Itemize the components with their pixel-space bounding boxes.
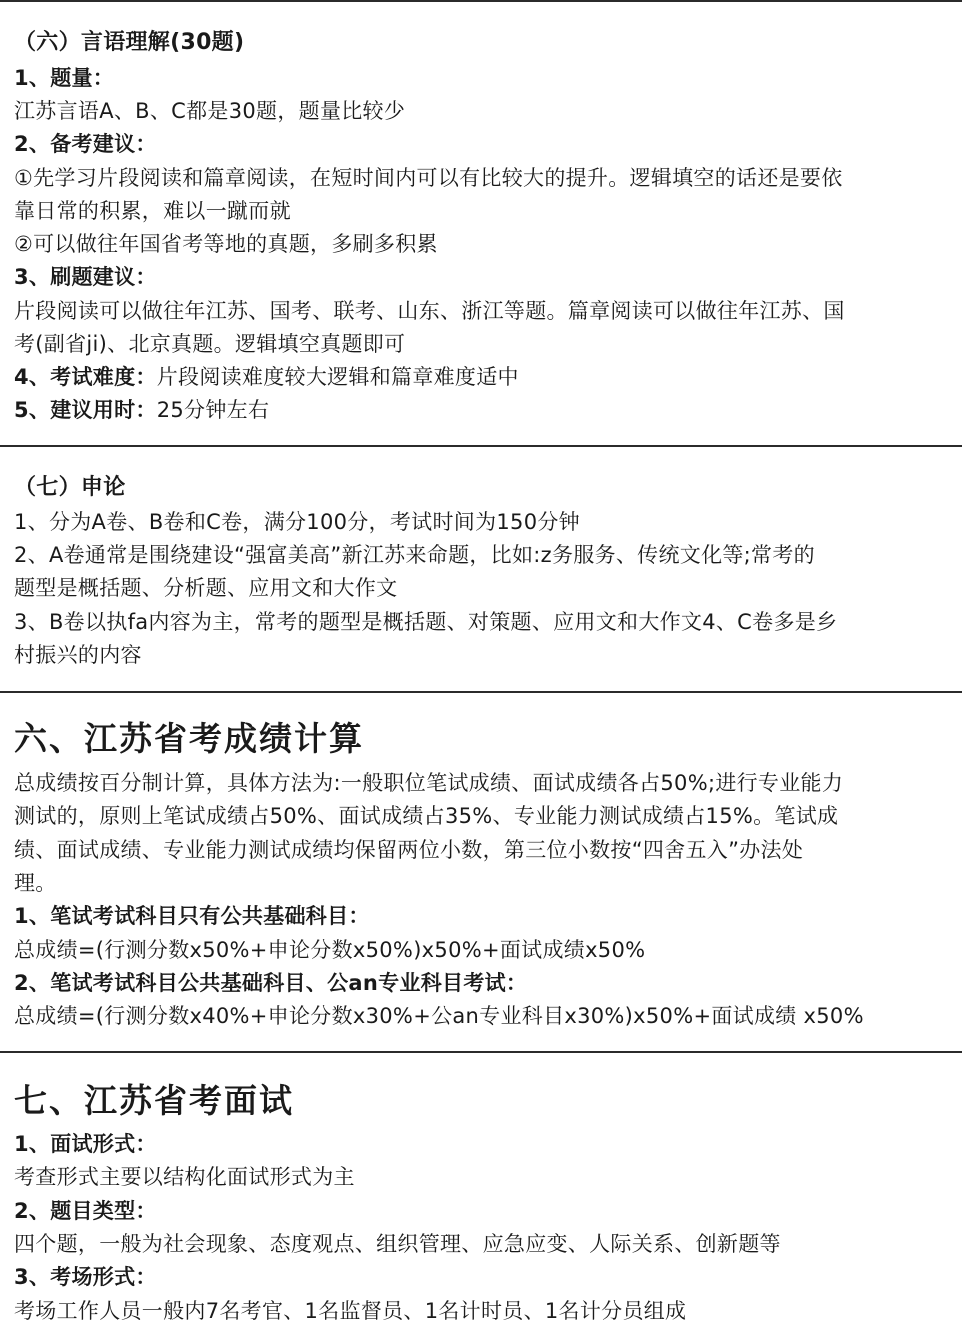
item-text: ②可以做往年国省考等地的真题，多刷多积累 — [14, 232, 438, 256]
item-text: 江苏言语A、B、C都是30题，题量比较少 — [14, 99, 406, 123]
subheading-public-and-professional: 2、笔试考试科目公共基础科目、公an专业科目考试： — [14, 971, 528, 995]
paragraph-text: 测试的，原则上笔试成绩占50%、面试成绩占35%、专业能力测试成绩占15%。笔试成 — [14, 804, 839, 828]
item-time — [14, 395, 269, 425]
section-heading-interview: 七、江苏省考面试 — [14, 1081, 294, 1120]
item-text: 3、B卷以执fa内容为主，常考的题型是概括题、对策题、应用文和大作文4、C卷多是乡 — [14, 610, 838, 634]
item-heading-quantity: 1、题量： — [14, 66, 115, 90]
item-text: 考(副省ji)、北京真题。逻辑填空真题即可 — [14, 332, 406, 356]
item-difficulty — [14, 362, 519, 392]
paragraph-text: 绩、面试成绩、专业能力测试成绩均保留两位小数，第三位小数按“四舍五入”办法处 — [14, 838, 804, 862]
divider — [0, 691, 962, 693]
item-heading-practice: 3、刷题建议： — [14, 265, 157, 289]
subheading-format: 1、面试形式： — [14, 1132, 157, 1156]
item-text: 25分钟左右 — [156, 398, 270, 422]
paragraph-text: 理。 — [14, 871, 57, 895]
item-text: 2、A卷通常是围绕建设“强富美高”新江苏来命题，比如:z务服务、传统文化等;常考的 — [14, 543, 815, 567]
top-rule — [0, 0, 962, 2]
formula-public-only: 总成绩=(行测分数x50%+申论分数x50%)x50%+面试成绩x50% — [14, 938, 646, 962]
section-title-verbal: （六）言语理解(30题) — [14, 30, 245, 55]
item-text: ①先学习片段阅读和篇章阅读，在短时间内可以有比较大的提升。逻辑填空的话还是要依 — [14, 166, 843, 190]
subheading-public-only: 1、笔试考试科目只有公共基础科目： — [14, 904, 370, 928]
item-heading-advice: 2、备考建议： — [14, 132, 157, 156]
item-text: 四个题，一般为社会现象、态度观点、组织管理、应急应变、人际关系、创新题等 — [14, 1232, 781, 1256]
item-text: 题型是概括题、分析题、应用文和大作文 — [14, 576, 398, 600]
formula-public-and-professional: 总成绩=(行测分数x40%+申论分数x30%+公an专业科目x30%)x50%+面试成绩 x50% — [14, 1004, 864, 1028]
item-text: 靠日常的积累，难以一蹴而就 — [14, 199, 291, 223]
section-heading-score: 六、江苏省考成绩计算 — [14, 719, 364, 758]
item-text: 片段阅读难度较大逻辑和篇章难度适中 — [156, 365, 519, 389]
item-text: 考查形式主要以结构化面试形式为主 — [14, 1165, 355, 1189]
divider — [0, 445, 962, 447]
subheading-question-types: 2、题目类型： — [14, 1199, 157, 1223]
item-text: 考场工作人员一般内7名考官、1名监督员、1名计时员、1名计分员组成 — [14, 1299, 687, 1323]
item-text: 1、分为A卷、B卷和C卷，满分100分，考试时间为150分钟 — [14, 510, 580, 534]
item-text: 村振兴的内容 — [14, 643, 142, 667]
subheading-exam-room: 3、考场形式： — [14, 1265, 157, 1289]
item-heading-time: 5、建议用时： — [14, 398, 157, 422]
item-text: 片段阅读可以做往年江苏、国考、联考、山东、浙江等题。篇章阅读可以做往年江苏、国 — [14, 299, 845, 323]
item-heading-difficulty: 4、考试难度： — [14, 365, 157, 389]
paragraph-text: 总成绩按百分制计算，具体方法为:一般职位笔试成绩、面试成绩各占50%;进行专业能力 — [14, 771, 844, 795]
divider — [0, 1051, 962, 1053]
section-title-essay: （七）申论 — [14, 475, 126, 500]
